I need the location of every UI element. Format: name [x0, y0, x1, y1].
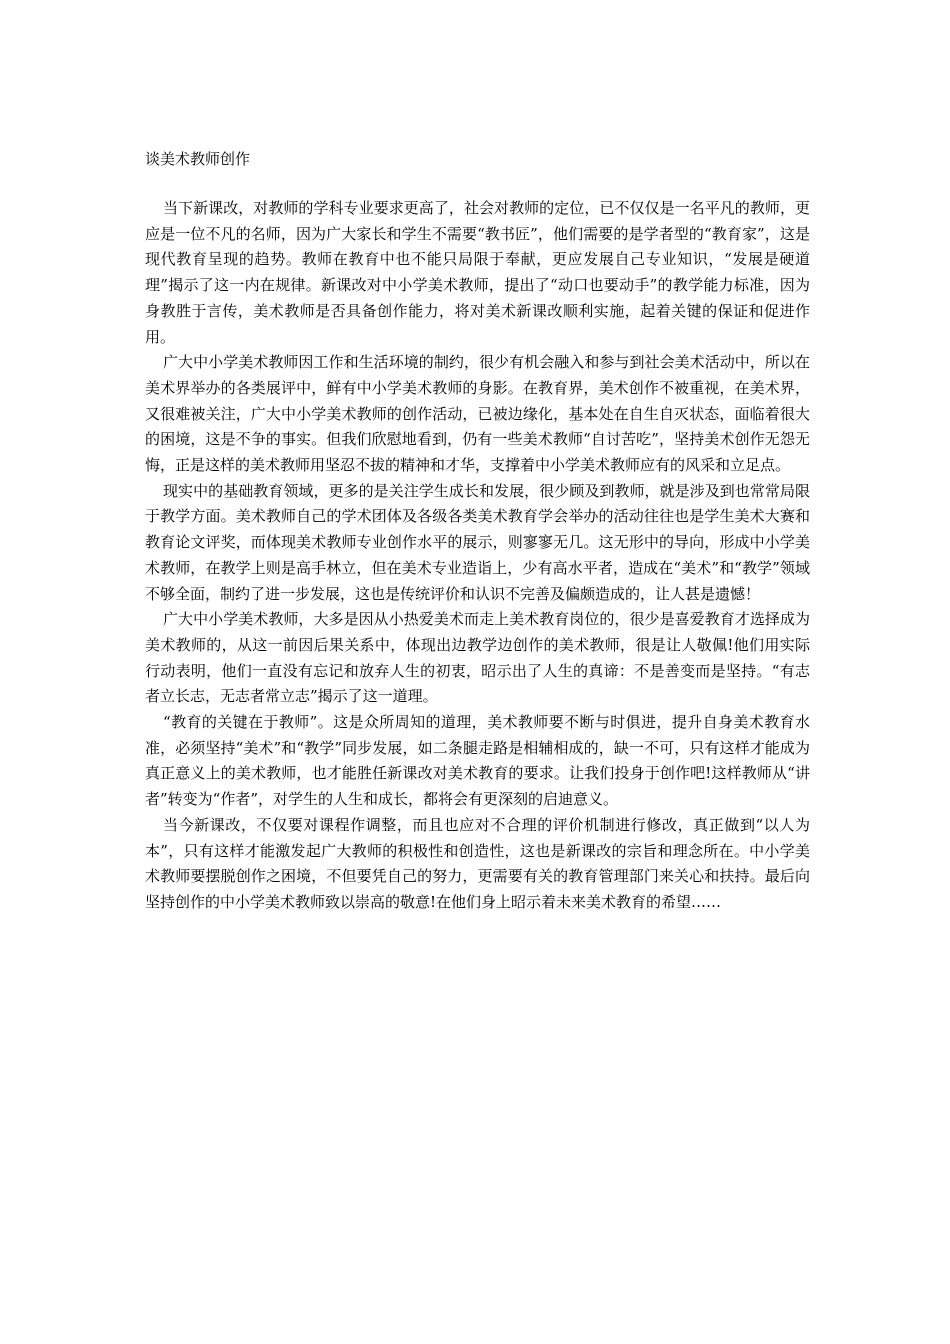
document-title: 谈美术教师创作	[145, 150, 251, 168]
paragraph-1: 当下新课改，对教师的学科专业要求更高了，社会对教师的定位，已不仅仅是一名平凡的教师，更应是一位不凡的名师，因为广大家长和学生不需要“教书匠”，他们需要的是学者型的“教育家”，这是现代教育呈现的趋势。教师在教育中也不能只局限于奉献，更应发展自己专业知识，“发展是硬道理”揭示了这一内在规律。新课改对中小学美术教师，提出了“动口也要动手”的教学能力标准，因为身教胜于言传，美术教师是否具备创作能力，将对美术新课改顺利实施，起着关键的保证和促进作用。	[145, 199, 810, 346]
paragraph-4: 广大中小学美术教师，大多是因从小热爱美术而走上美术教育岗位的，很少是喜爱教育才选择成为美术教师的，从这一前因后果关系中，体现出边教学边创作的美术教师，很是让人敬佩!他们用实际行动表明，他们一直没有忘记和放弃人生的初衷，昭示出了人生的真谛：不是善变而是坚持。“有志者立长志，无志者常立志”揭示了这一道理。	[145, 610, 810, 706]
document-body	[145, 148, 810, 916]
paragraph-2: 广大中小学美术教师因工作和生活环境的制约，很少有机会融入和参与到社会美术活动中，所以在美术界举办的各类展评中，鲜有中小学美术教师的身影。在教育界，美术创作不被重视，在美术界，又很难被关注，广大中小学美术教师的创作活动，已被边缘化，基本处在自生自灭状态，面临着很大的困境，这是不争的事实。但我们欣慰地看到，仍有一些美术教师“自讨苦吃”，坚持美术创作无怨无悔，正是这样的美术教师用坚忍不拔的精神和才华，支撑着中小学美术教师应有的风采和立足点。	[145, 353, 810, 475]
paragraph-5: “教育的关键在于教师”。这是众所周知的道理，美术教师要不断与时俱进，提升自身美术教育水准，必须坚持“美术”和“教学”同步发展，如二条腿走路是相辅相成的，缺一不可，只有这样才能成为真正意义上的美术教师，也才能胜任新课改对美术教育的要求。让我们投身于创作吧!这样教师从“讲者”转变为“作者”，对学生的人生和成长，都将会有更深刻的启迪意义。	[145, 713, 810, 809]
paragraph-6: 当今新课改，不仅要对课程作调整，而且也应对不合理的评价机制进行修改，真正做到“以人为本”，只有这样才能激发起广大教师的积极性和创造性，这也是新课改的宗旨和理念所在。中小学美术教师要摆脱创作之困境，不但要凭自己的努力，更需要有关的教育管理部门来关心和扶持。最后向坚持创作的中小学美术教师致以崇高的敬意!在他们身上昭示着未来美术教育的希望……	[145, 815, 810, 911]
paragraph-3: 现实中的基础教育领域，更多的是关注学生成长和发展，很少顾及到教师，就是涉及到也常常局限于教学方面。美术教师自己的学术团体及各级各类美术教育学会举办的活动往往也是学生美术大赛和教育论文评奖，而体现美术教师专业创作水平的展示，则寥寥无几。这无形中的导向，形成中小学美术教师，在教学上则是高手林立，但在美术专业造诣上，少有高水平者，造成在“美术”和“教学”领域不够全面，制约了进一步发展，这也是传统评价和认识不完善及偏颇造成的，让人甚是遗憾！	[145, 481, 810, 603]
